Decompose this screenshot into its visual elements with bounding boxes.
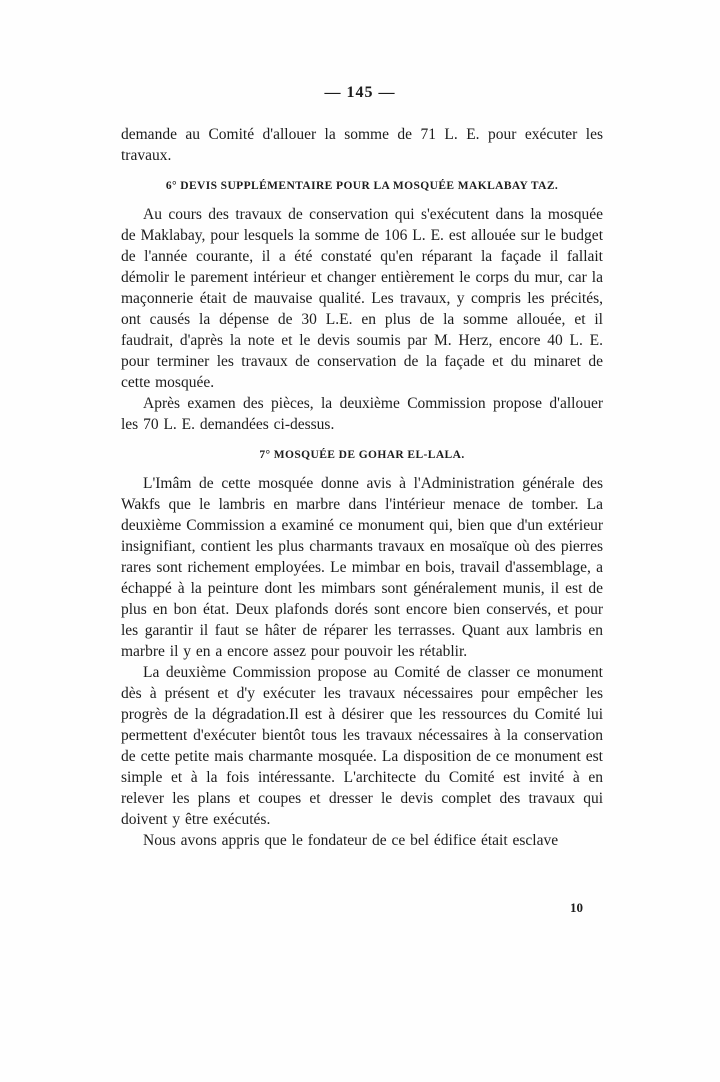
- section-heading-6: 6° DEVIS SUPPLÉMENTAIRE POUR LA MOSQUÉE MAKLABAY TAZ.: [165, 180, 559, 192]
- section-heading-7: 7° MOSQUÉE DE GOHAR EL-LALA.: [259, 449, 465, 461]
- signature-mark: 10: [570, 900, 583, 915]
- paragraph-section7-3: Nous avons appris que le fondateur de ce bel édifice était esclave: [143, 832, 559, 849]
- paragraph-continuation: demande au Comité d'allouer la somme de 71 L. E. pour exécuter les travaux.: [121, 126, 603, 164]
- paragraph-section7-1: L'Imâm de cette mosquée donne avis à l'Administration générale des Wakfs que le lambris en marbre dans l'intérieur menace de tomber. La deuxième Commission a examiné ce monument qui, bien que d'un extérieur insignifiant, contient les plus charmants travaux en mosaïque où des pierres rares sont richement employées. Le mimbar en bois, travail d'assemblage, a échappé à la peinture dont les mimbars sont généralement munis, il est de plus en bon état. Deux plafonds dorés sont encore bien conservés, et pour les garantir il faut se hâter de réparer les terrasses. Quant aux lambris en marbre il y en a encore assez pour pouvoir les rétablir.: [121, 475, 603, 660]
- paragraph-section7-2: La deuxième Commission propose au Comité de classer ce monument dès à présent et d'y exécuter les travaux nécessaires pour empêcher les progrès de la dégradation.Il est à désirer que les ressources du Comité lui permettent d'exécuter bientôt tous les travaux nécessaires à la conservation de cette petite mais charmante mosquée. La disposition de ce monument est simple et à la fois intéressante. L'architecte du Comité est invité à en relever les plans et coupes et dresser le devis complet des travaux qui doivent y être exécutés.: [121, 664, 603, 828]
- page-number: — 145 —: [324, 84, 396, 101]
- text-block: [121, 124, 603, 851]
- paragraph-section6-1: Au cours des travaux de conservation qui s'exécutent dans la mosquée de Maklabay, pour lesquels la somme de 106 L. E. est allouée sur le budget de l'année courante, il a été constaté qu'en réparant la façade il fallait démolir le parement intérieur et changer entièrement le corps du mur, car la maçonnerie était de mauvaise qualité. Les travaux, y compris les précités, ont causés la dépense de 30 L.E. en plus de la somme allouée, et il faudrait, d'après la note et le devis soumis par M. Herz, encore 40 L. E. pour terminer les travaux de conservation de la façade et du minaret de cette mosquée.: [121, 206, 603, 391]
- paragraph-section6-2: Après examen des pièces, la deuxième Commission propose d'allouer les 70 L. E. demandées ci-dessus.: [121, 395, 603, 433]
